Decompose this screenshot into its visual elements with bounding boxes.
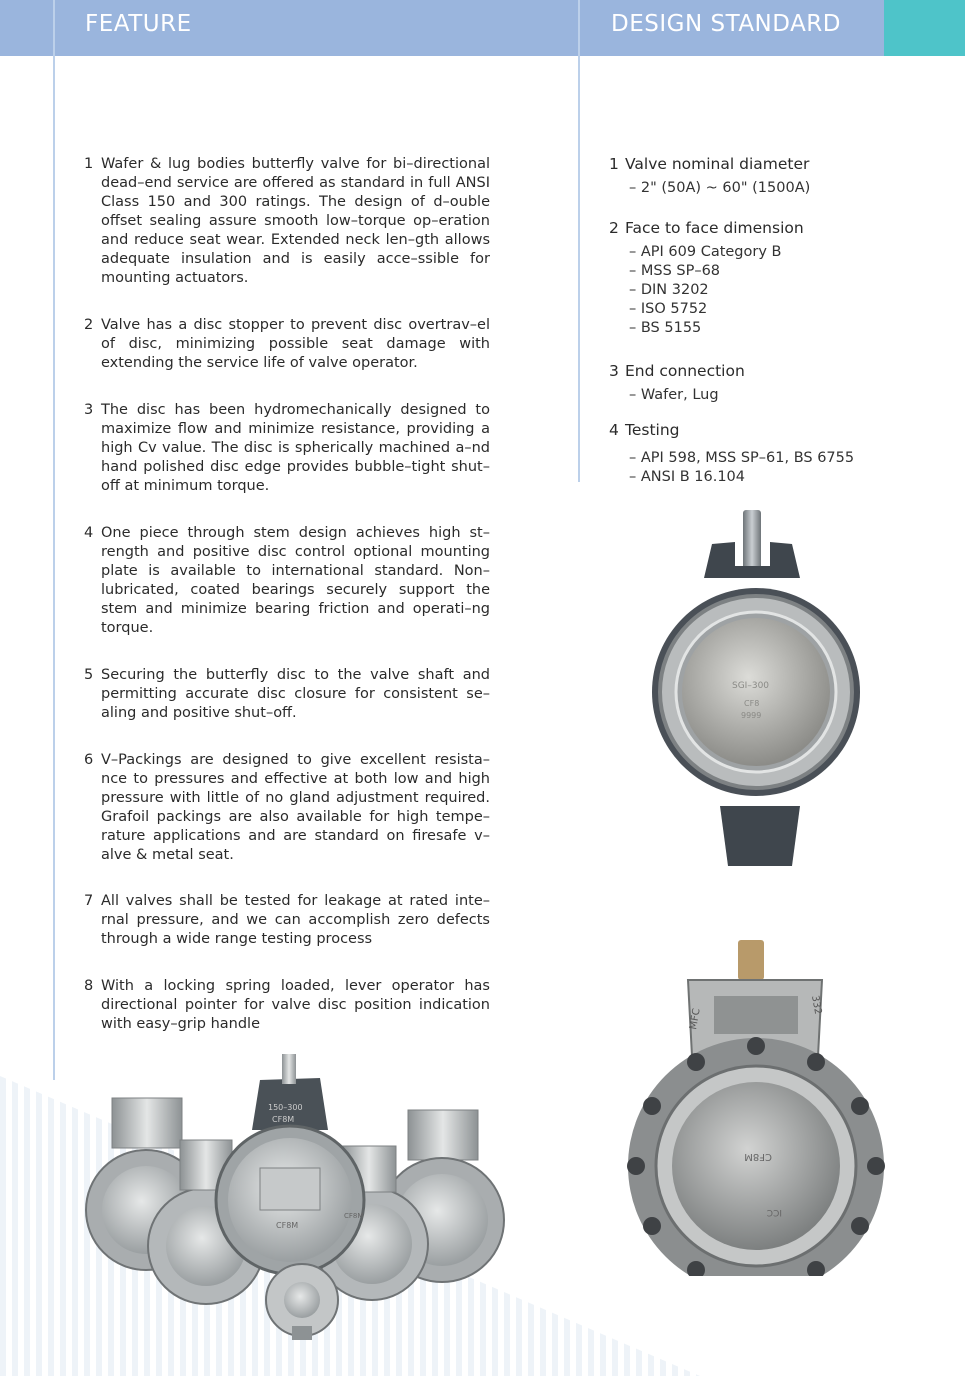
standard-item: – API 609 Category B	[629, 244, 782, 260]
valve-marking: CF8M	[744, 1151, 772, 1162]
valve-marking: 332	[809, 994, 824, 1016]
standard-item: – MSS SP–68	[629, 263, 721, 279]
feature-item	[84, 751, 490, 865]
feature-item	[84, 155, 490, 288]
standard-section	[609, 360, 909, 405]
feature-item	[84, 666, 490, 723]
column-divider	[578, 0, 580, 482]
standard-items	[629, 179, 909, 198]
feature-item	[84, 316, 490, 373]
standard-heading	[609, 153, 909, 175]
feature-number: 5	[84, 667, 94, 683]
standard-item: – ISO 5752	[629, 301, 708, 317]
valve-marking: CF8M	[276, 1221, 299, 1230]
feature-number: 2	[84, 317, 94, 333]
feature-number: 6	[84, 752, 94, 768]
standard-number: 4	[609, 421, 619, 439]
standard-item: – Wafer, Lug	[629, 387, 719, 403]
feature-text: Securing the butterfly disc to the valve shaft and permitting accurate disc closure for consistent se–aling and positive shut–off.	[101, 667, 490, 721]
standard-heading	[609, 419, 909, 441]
valve-marking: 9999	[741, 711, 762, 720]
feature-text: Valve has a disc stopper to prevent disc overtrav–el of disc, minimizing possible seat damage with extending the service life of valve operator.	[101, 317, 490, 371]
left-margin-line	[53, 0, 55, 1080]
standard-title: Testing	[625, 421, 680, 439]
feature-text: Wafer & lug bodies butterfly valve for bi–directional dead–end service are offered as standard in full ANSI Class 150 and 300 ratings. The design of d–ouble offset sealing assure smooth low–torque op–eration and reduce seat wear. Extended neck len–gth allows adequate insulation and is easily acce–ssible for mounting actuators.	[101, 156, 490, 286]
feature-text: V–Packings are designed to give excellent resista–nce to pressures and effective at both low and high pressure with little of no gland adjustment required. Grafoil packings are also available for high tempe–rature applications and are standard on firesafe v–alve & metal seat.	[101, 752, 490, 863]
valve-marking: SGI–300	[732, 681, 770, 691]
feature-title: FEATURE	[85, 11, 192, 37]
standard-number: 1	[609, 155, 619, 173]
feature-number: 8	[84, 978, 94, 994]
feature-item	[84, 524, 490, 638]
feature-number: 3	[84, 402, 94, 418]
standard-item: – API 598, MSS SP–61, BS 6755	[629, 450, 855, 466]
valve-marking: ICC	[766, 1207, 782, 1217]
feature-text: One piece through stem design achieves high st–rength and positive disc control optional mounting plate is available to international standard. Non–lubricated, coated bearings securely support the stem and minimize bearing friction and operati–ng torque.	[101, 525, 490, 636]
feature-item	[84, 401, 490, 496]
standard-item: – ANSI B 16.104	[629, 469, 746, 485]
standard-items	[629, 449, 909, 487]
standard-number: 2	[609, 219, 619, 237]
standard-heading	[609, 360, 909, 382]
valve-marking: CF8	[744, 699, 760, 708]
feature-item	[84, 892, 490, 949]
feature-text: With a locking spring loaded, lever operator has directional pointer for valve disc position indication with easy–grip handle	[101, 978, 490, 1032]
header-accent-block	[884, 0, 965, 56]
feature-item	[84, 977, 490, 1034]
standard-section	[609, 217, 909, 338]
standard-number: 3	[609, 362, 619, 380]
valve-marking: 150–300	[268, 1103, 303, 1112]
standard-heading	[609, 217, 909, 239]
standard-section	[609, 419, 909, 487]
lug-valve-photo	[622, 936, 892, 1276]
standard-title: Valve nominal diameter	[625, 155, 810, 173]
feature-number: 7	[84, 893, 94, 909]
feature-number: 1	[84, 156, 94, 172]
valve-group-photo	[80, 1050, 510, 1340]
standard-section	[609, 153, 909, 198]
standard-items	[629, 243, 909, 338]
wafer-valve-photo	[640, 506, 880, 876]
valve-marking: MFC	[688, 1007, 703, 1031]
design-standard-title: DESIGN STANDARD	[611, 11, 841, 37]
standard-item: – 2" (50A) ~ 60" (1500A)	[629, 180, 811, 196]
valve-marking: CF8M	[344, 1212, 364, 1220]
standard-title: Face to face dimension	[625, 219, 804, 237]
standard-title: End connection	[625, 362, 745, 380]
feature-text: All valves shall be tested for leakage at rated inte–rnal pressure, and we can accomplish zero defects through a wide range testing process	[101, 893, 490, 947]
feature-text: The disc has been hydromechanically designed to maximize flow and minimize resistance, providing a high Cv value. The disc is spherically machined a–nd hand polished disc edge provides bubble–tight shut–off at minimum torque.	[101, 402, 490, 494]
valve-marking: CF8M	[272, 1115, 295, 1124]
standard-items	[629, 386, 909, 405]
standard-item: – DIN 3202	[629, 282, 709, 298]
feature-number: 4	[84, 525, 94, 541]
standard-item: – BS 5155	[629, 320, 702, 336]
